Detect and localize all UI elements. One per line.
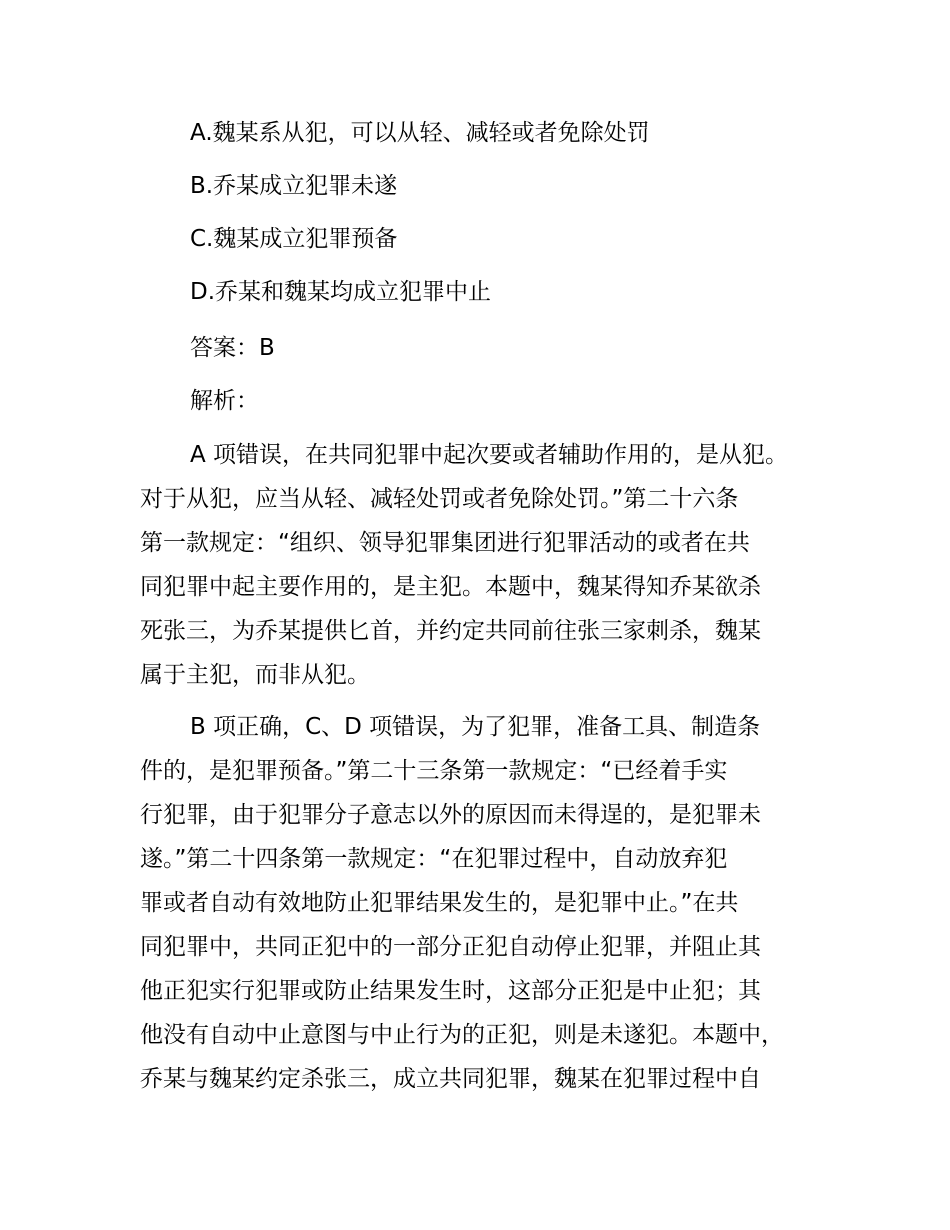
answer-line: 答案：B bbox=[190, 335, 275, 361]
paragraph-line: 罪或者自动有效地防止犯罪结果发生的，是犯罪中止。”在共 bbox=[140, 890, 739, 916]
analysis-label: 解析： bbox=[190, 388, 259, 414]
option-a: A.魏某系从犯，可以从轻、减轻或者免除处罚 bbox=[190, 120, 650, 146]
option-d: D.乔某和魏某均成立犯罪中止 bbox=[190, 279, 492, 305]
paragraph-line: 他正犯实行犯罪或防止结果发生时，这部分正犯是中止犯；其 bbox=[140, 978, 761, 1004]
paragraph-line: 第一款规定：“组织、领导犯罪集团进行犯罪活动的或者在共 bbox=[140, 530, 750, 556]
paragraph-line: 行犯罪，由于犯罪分子意志以外的原因而未得逞的，是犯罪未 bbox=[140, 802, 761, 828]
paragraph-line: 件的，是犯罪预备。”第二十三条第一款规定：“已经着手实 bbox=[140, 758, 728, 784]
paragraph-line: 死张三，为乔某提供匕首，并约定共同前往张三家刺杀，魏某 bbox=[140, 618, 761, 644]
paragraph-line: 对于从犯，应当从轻、减轻处罚或者免除处罚。”第二十六条 bbox=[140, 486, 739, 512]
option-c: C.魏某成立犯罪预备 bbox=[190, 226, 398, 252]
paragraph-line: 乔某与魏某约定杀张三，成立共同犯罪，魏某在犯罪过程中自 bbox=[140, 1066, 761, 1092]
paragraph-line: 遂。”第二十四条第一款规定：“在犯罪过程中，自动放弃犯 bbox=[140, 846, 728, 872]
paragraph-line: 他没有自动中止意图与中止行为的正犯，则是未遂犯。本题中， bbox=[140, 1022, 784, 1048]
paragraph-line: 属于主犯，而非从犯。 bbox=[140, 662, 370, 688]
paragraph-line: A 项错误，在共同犯罪中起次要或者辅助作用的，是从犯。 bbox=[190, 442, 789, 468]
paragraph-line: 同犯罪中，共同正犯中的一部分正犯自动停止犯罪，并阻止其 bbox=[140, 934, 761, 960]
paragraph-line: B 项正确，C、D 项错误，为了犯罪，准备工具、制造条 bbox=[190, 714, 761, 740]
option-b: B.乔某成立犯罪未遂 bbox=[190, 173, 398, 199]
answer-options bbox=[190, 118, 650, 330]
paragraph-line: 同犯罪中起主要作用的，是主犯。本题中，魏某得知乔某欲杀 bbox=[140, 574, 761, 600]
